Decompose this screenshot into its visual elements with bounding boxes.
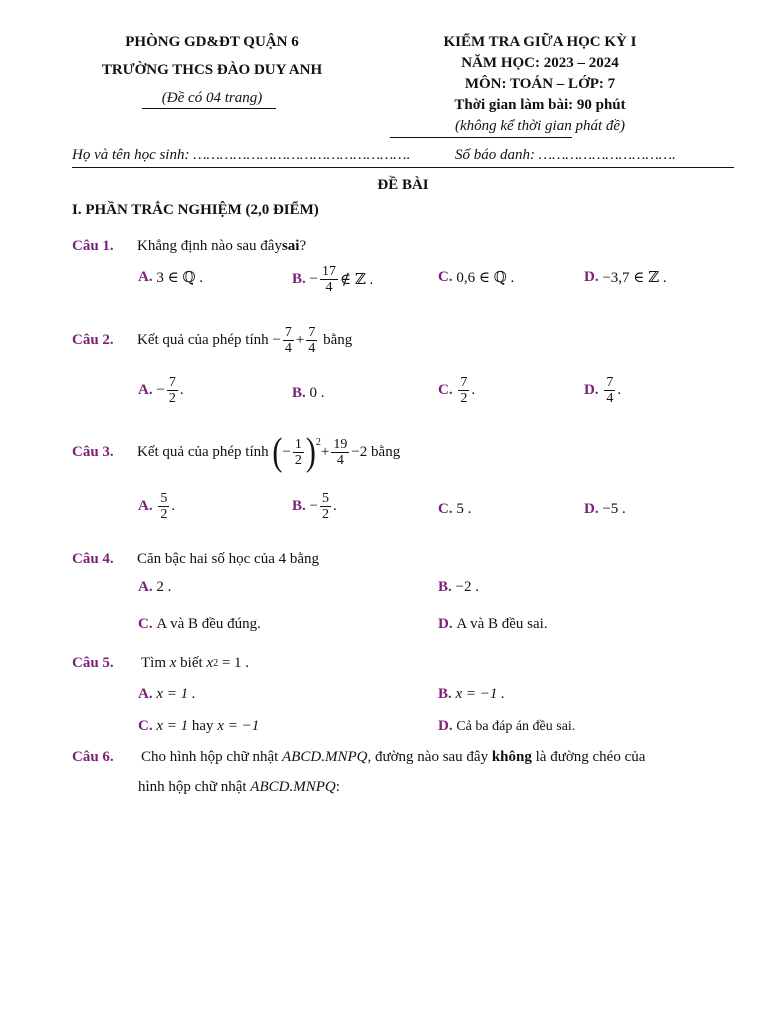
q4-option-b[interactable]: B. −2 . xyxy=(438,579,479,595)
question-number: Câu 4. xyxy=(72,551,114,567)
q1-option-b[interactable]: B. − $\frac{17}{4}$ ∉ ℤ . xyxy=(292,264,374,296)
question-6: Câu 6. Cho hình hộp chữ nhật ABCD.MNPQ , đường nào sau đây không là đường chéo của xyxy=(72,749,646,765)
school-name: TRƯỜNG THCS ĐÀO DUY ANH xyxy=(101,62,323,78)
school-year: NĂM HỌC: 2023 – 2024 xyxy=(461,55,619,71)
q4-option-d[interactable]: D. A và B đều sai. xyxy=(438,616,548,632)
question-number: Câu 3. xyxy=(72,444,114,461)
question-3: Câu 3. Kết quả của phép tính ( − $\frac{1}{2}$ ) $^2$ + $\frac{19}{4}$ −2 bằng xyxy=(72,430,401,474)
header-right-underline xyxy=(390,137,572,138)
q5-option-c[interactable]: C. x = 1 hay x = −1 xyxy=(138,718,260,734)
exam-title: KIỂM TRA GIỮA HỌC KỲ I xyxy=(443,34,637,50)
student-name-field: Họ và tên học sinh: …………………………………………. xyxy=(72,147,411,163)
q2-option-c[interactable]: C. $\frac{7}{2}$ . xyxy=(438,375,476,407)
q4-option-c[interactable]: C. A và B đều đúng. xyxy=(138,616,261,632)
exam-heading: ĐỀ BÀI xyxy=(377,177,429,193)
student-divider xyxy=(72,167,734,168)
q5-option-b[interactable]: B. x = −1 . xyxy=(438,686,505,702)
department-name: PHÒNG GD&ĐT QUẬN 6 xyxy=(125,34,299,50)
q5-option-a[interactable]: A. x = 1 . xyxy=(138,686,196,702)
q1-option-a[interactable]: A. 3 ∈ ℚ . xyxy=(138,269,204,286)
time-note: (không kể thời gian phát đề) xyxy=(454,118,626,134)
page-count-note: (Đề có 04 trang) xyxy=(161,90,263,106)
q4-option-a[interactable]: A. 2 . xyxy=(138,579,172,595)
q5-option-d[interactable]: D. Cả ba đáp án đều sai. xyxy=(438,718,576,734)
time-limit: Thời gian làm bài: 90 phút xyxy=(454,97,626,113)
q3-option-c[interactable]: C. 5 . xyxy=(438,501,472,517)
q3-option-a[interactable]: A. $\frac{5}{2}$ . xyxy=(138,491,176,523)
question-4: Câu 4. Căn bậc hai số học của 4 bằng xyxy=(72,551,320,567)
question-5: Câu 5. Tìm x biết x 2 = 1 . xyxy=(72,655,250,671)
question-number: Câu 1. xyxy=(72,238,114,254)
q3-option-b[interactable]: B. − $\frac{5}{2}$ . xyxy=(292,491,337,523)
question-number: Câu 5. xyxy=(72,655,114,671)
q1-option-c[interactable]: C. 0,6 ∈ ℚ . xyxy=(438,269,515,286)
question-number: Câu 2. xyxy=(72,332,114,349)
section-heading: I. PHẦN TRẮC NGHIỆM (2,0 ĐIỂM) xyxy=(72,202,319,218)
q2-option-b[interactable]: B. 0 . xyxy=(292,385,325,401)
header-left-underline xyxy=(142,108,276,109)
question-6-continued: hình hộp chữ nhật ABCD.MNPQ : xyxy=(138,779,340,795)
question-1: Câu 1. Khẳng định nào sau đây sai ? xyxy=(72,238,307,254)
q1-option-d[interactable]: D. −3,7 ∈ ℤ . xyxy=(584,269,667,286)
question-2: Câu 2. Kết quả của phép tính − $\frac{7}{4}$ + $\frac{7}{4}$ bằng xyxy=(72,325,353,357)
q2-option-a[interactable]: A. − $\frac{7}{2}$ . xyxy=(138,375,184,407)
student-id-field: Số báo danh: …………………………. xyxy=(455,147,676,163)
question-number: Câu 6. xyxy=(72,749,114,765)
subject-grade: MÔN: TOÁN – LỚP: 7 xyxy=(464,76,616,92)
q3-option-d[interactable]: D. −5 . xyxy=(584,501,626,517)
q2-option-d[interactable]: D. $\frac{7}{4}$ . xyxy=(584,375,622,407)
